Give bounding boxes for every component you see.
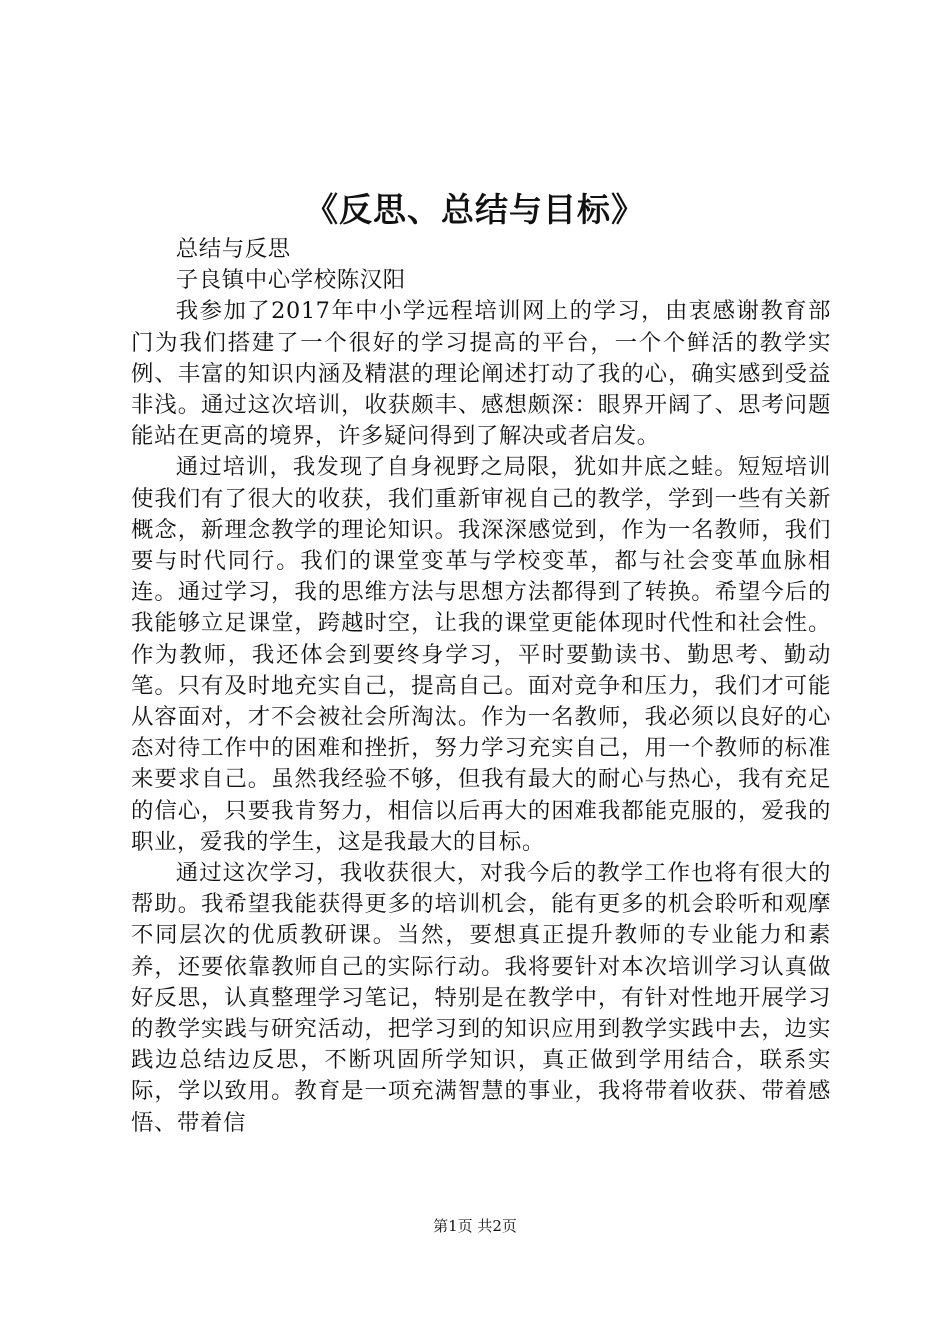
document-subtitle: 总结与反思	[175, 236, 291, 262]
page-number-footer: 第1页 共2页	[433, 1217, 517, 1235]
paragraph: 我参加了2017年中小学远程培训网上的学习，由衷感谢教育部门为我们搭建了一个很好的学习提高的平台，一个个鲜活的教学实例、丰富的知识内涵及精湛的理论阐述打动了我的心，确实感到受益非浅。通过这次培训，收获颇丰、感想颇深：眼界开阔了、思考问题能站在更高的境界，许多疑问得到了解决或者启发。	[131, 298, 831, 450]
paragraph: 通过这次学习，我收获很大，对我今后的教学工作也将有很大的帮助。我希望我能获得更多的培训机会，能有更多的机会聆听和观摩不同层次的优质教研课。当然，要想真正提升教师的专业能力和素养，还要依靠教师自己的实际行动。我将要针对本次培训学习认真做好反思，认真整理学习笔记，特别是在教学中，有针对性地开展学习的教学实践与研究活动，把学习到的知识应用到教学实践中去，边实践边总结边反思，不断巩固所学知识，真正做到学用结合，联系实际，学以致用。教育是一项充满智慧的事业，我将带着收获、带着感悟、带着信	[131, 860, 831, 1136]
document-author: 子良镇中心学校陈汉阳	[175, 267, 406, 294]
paragraph: 通过培训，我发现了自身视野之局限，犹如井底之蛙。短短培训使我们有了很大的收获，我们重新审视自己的教学，学到一些有关新概念，新理念教学的理论知识。我深深感觉到，作为一名教师，我们要与时代同行。我们的课堂变革与学校变革，都与社会变革血脉相连。通过学习，我的思维方法与思想方法都得到了转换。希望今后的我能够立足课堂，跨越时空，让我的课堂更能体现时代性和社会性。作为教师，我还体会到要终身学习，平时要勤读书、勤思考、勤动笔。只有及时地充实自己，提高自己。面对竞争和压力，我们才可能从容面对，才不会被社会所淘汰。作为一名教师，我必须以良好的心态对待工作中的困难和挫折，努力学习充实自己，用一个教师的标准来要求自己。虽然我经验不够，但我有最大的耐心与热心，我有充足的信心，只要我肯努力，相信以后再大的困难我都能克服的，爱我的职业，爱我的学生，这是我最大的目标。	[131, 454, 831, 855]
document-body	[131, 234, 831, 1139]
document-title: 《反思、总结与目标》	[305, 190, 645, 229]
